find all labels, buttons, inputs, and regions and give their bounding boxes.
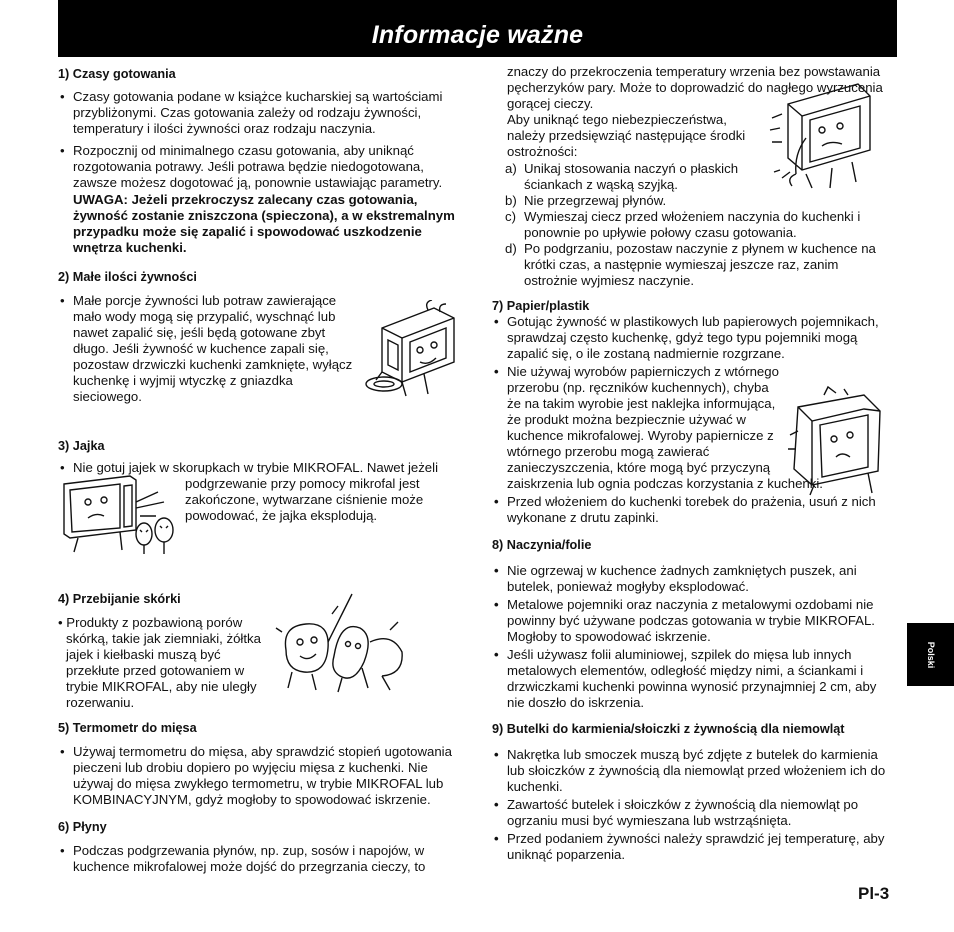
paragraph: • Nakrętka lub smoczek muszą być zdjęte z butelek do karmienia lub słoiczków z żywnością dla niemowląt przed włożeniem ich do kuchenki. xyxy=(492,747,894,795)
paragraph: • Nie ogrzewaj w kuchence żadnych zamkniętych puszek, ani butelek, ponieważ mogłyby eksplodować. xyxy=(492,563,894,595)
paragraph: • Przed włożeniem do kuchenki torebek do prażenia, usuń z nich wykonane z drutu zapinki. xyxy=(492,494,894,526)
list-item: d) Po podgrzaniu, pozostaw naczynie z płynem w kuchence na krótki czas, a następnie wymieszaj jeszcze raz, zanim ostrożnie wyjmiesz naczynie. xyxy=(505,241,876,288)
paragraph: • Przed podaniem żywności należy sprawdzić jej temperaturę, aby uniknąć poparzenia. xyxy=(492,831,894,863)
heading-liquids: 6) Płyny xyxy=(58,820,107,834)
paragraph: Aby uniknąć tego niebezpieczeństwa, należy przedsięwziąć następujące środki ostrożności: xyxy=(507,112,746,159)
paragraph: • Gotując żywność w plastikowych lub papierowych pojemnikach, sprawdzaj często kuchenkę, gdyż tego typu pojemniki mogą zapalić się, o ile zostaną nadmiernie rozgrzane. xyxy=(492,314,894,362)
egg-microwave-illustration xyxy=(60,472,185,556)
heading-baby-bottles: 9) Butelki do karmienia/słoiczki z żywnością dla niemowląt xyxy=(492,722,845,736)
heading-eggs: 3) Jajka xyxy=(58,439,105,453)
heading-containers-foil: 8) Naczynia/folie xyxy=(492,538,592,552)
language-tab xyxy=(907,623,954,686)
list-item: a) Unikaj stosowania naczyń o płaskich ściankach z wąską szyjką. xyxy=(505,161,739,192)
left-column xyxy=(58,66,470,875)
language-tab-label: Polski xyxy=(925,641,936,668)
list-item: b) Nie przegrzewaj płynów. xyxy=(505,193,667,208)
boiling-liquid-illustration xyxy=(766,78,876,192)
paragraph: • Zawartość butelek i słoiczków z żywnością dla niemowląt po ogrzaniu musi być wymieszana lub wstrząśnięta. xyxy=(492,797,894,829)
page-number: Pl-3 xyxy=(858,884,890,903)
page-title: Informacje ważne xyxy=(371,21,584,49)
paragraph: • Używaj termometru do mięsa, aby sprawdzić stopień ugotowania pieczeni lub drobiu dopiero po wyjęciu mięsa z kuchenki. Nie używaj do mięsa zwykłego termometru, w trybie MIKROFAL lub KOMBINACYJNYM, gdyż mogłoby to spowodować iskrzenie. xyxy=(58,744,470,808)
paragraph: podgrzewanie przy pomocy mikrofal jest zakończone, wytwarzane ciśnienie może powodować, że jajka eksplodują. xyxy=(185,476,424,523)
title-bar xyxy=(58,0,897,57)
list-item: c) Wymieszaj ciecz przed włożeniem naczynia do kuchenki i ponownie po upływie połowy czasu gotowania. xyxy=(505,209,861,240)
paper-microwave-illustration xyxy=(784,385,886,497)
heading-paper-plastic: 7) Papier/plastik xyxy=(492,299,590,313)
paragraph: • Rozpocznij od minimalnego czasu gotowania, aby uniknąć rozgotowania potrawy. Jeśli potrawa będzie niedogotowana, zawsze możesz dogotować ją, ponownie ustawiając parametry. xyxy=(58,143,470,191)
paragraph: • Małe porcje żywności lub potraw zawierające mało wody mogą się przypalić, wyschnąć lub nawet zapalić się, jeśli będą gotowane zbyt długo. Jeśli żywność w kuchence zapali się, pozostaw drzwiczki kuchenki zamknięte, wyłącz kuchenkę i wyjmij wtyczkę z gniazdka sieciowego. xyxy=(58,293,356,405)
paragraph: • Czasy gotowania podane w książce kucharskiej są wartościami przybliżonymi. Czas gotowania zależy od rodzaju żywności, temperatury i ilości żywności oraz rodzaju naczynia. xyxy=(58,89,470,137)
paragraph: • Jeśli używasz folii aluminiowej, szpilek do mięsa lub innych metalowych elementów, odległość między nimi, a ściankami i drzwiczkami kuchenki powinna wynosić przynajmniej 2 cm, aby nie doszło do iskrzenia. xyxy=(492,647,894,711)
paragraph: • Produkty z pozbawioną porów skórką, takie jak ziemniaki, żółtka jajek i kiełbaski muszą być przekłute przed gotowaniem w trybie MIKROFAL, aby nie uległy rozerwaniu. xyxy=(58,615,261,710)
heading-meat-thermometer: 5) Termometr do mięsa xyxy=(58,721,197,735)
paragraph-wrap: • Nie używaj wyrobów papierniczych z wtórnego przerobu (np. ręczników kuchennych), chyba że na takim wyrobie jest naklejka informująca, że produkt można bezpiecznie używać w kuchence mikrofalowej. Wyroby papiernicze z wtórnego przerobu mogą zawierać zanieczyszczenia, które mogą być przyczyną zaiskrzenia lub ognia podczas korzystania z kuchenki. xyxy=(492,364,894,492)
burning-microwave-illustration xyxy=(362,300,462,402)
heading-piercing-skin: 4) Przebijanie skórki xyxy=(58,592,181,606)
heading-cooking-times: 1) Czasy gotowania xyxy=(58,67,176,81)
paragraph: • Nie gotuj jajek w skorupkach w trybie MIKROFAL. Nawet jeżeli xyxy=(58,460,470,476)
pierced-food-illustration xyxy=(272,592,420,696)
paragraph: • Metalowe pojemniki oraz naczynia z metalowymi ozdobami nie powinny być używane podczas gotowania w trybie MIKROFAL. Mogłoby to spowodować iskrzenie. xyxy=(492,597,894,645)
paragraph: znaczy do przekroczenia temperatury wrzenia bez powstawania pęcherzyków pary. Może to doprowadzić do nagłego wyrzucenia gorącej cieczy. xyxy=(507,64,883,111)
paragraph: • Podczas podgrzewania płynów, np. zup, sosów i napojów, w kuchence mikrofalowej może dojść do przegrzania cieczy, to xyxy=(58,843,470,875)
warning-text: UWAGA: Jeżeli przekroczysz zalecany czas gotowania, żywność zostanie zniszczona (spieczona), a w ekstremalnym przypadku może się zapalić i spowodować uszkodzenie wnętrza kuchenki. xyxy=(73,192,455,255)
heading-small-quantities: 2) Małe ilości żywności xyxy=(58,270,197,284)
